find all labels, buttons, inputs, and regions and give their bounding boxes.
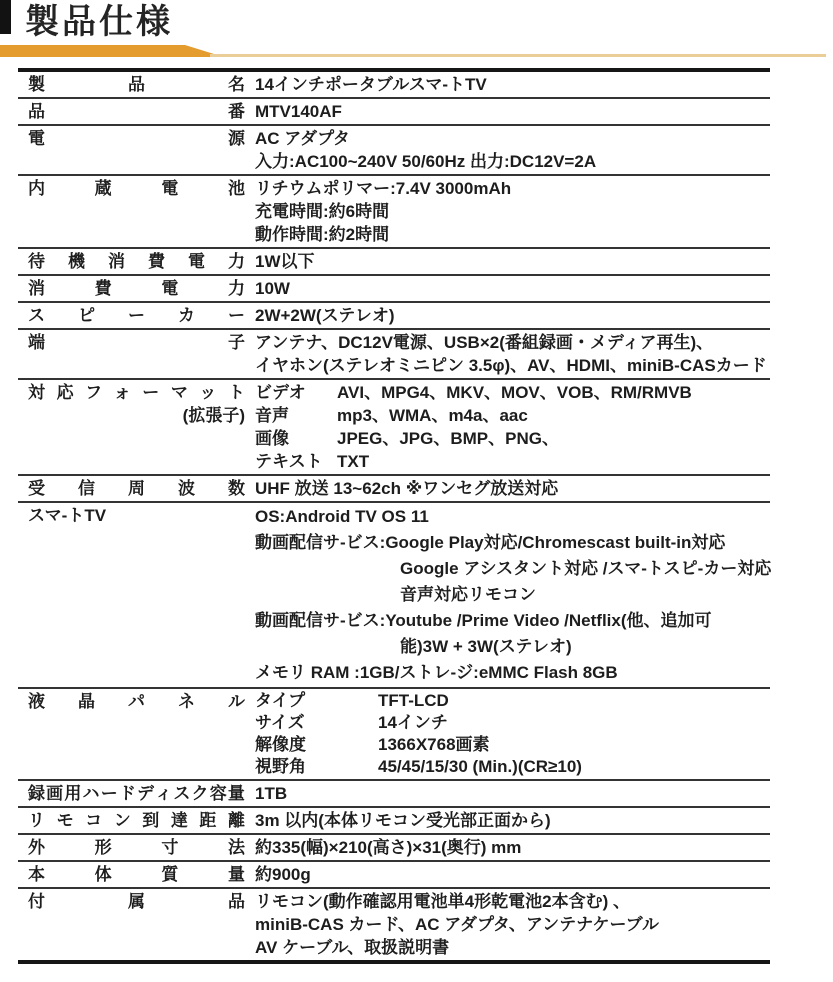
spec-value <box>255 809 770 832</box>
lcd-value: TFT-LCD <box>378 691 449 710</box>
spec-label <box>18 381 255 473</box>
lcd-value: 45/45/15/30 (Min.)(CR≥10) <box>378 757 582 776</box>
spec-label: リ モ コ ン 到 達 距 離 <box>28 811 245 830</box>
spec-value-line: 約335(幅)×210(高さ)×31(奥行) mm <box>255 838 522 857</box>
row-accessories <box>18 889 770 960</box>
spec-label: 録 画 用 ハ ー ド デ ィ ス ク 容 量 <box>28 784 245 803</box>
row-lcd-panel <box>18 689 770 781</box>
format-audio <box>255 404 770 427</box>
spec-label: 液 晶 パ ネ ル <box>28 692 245 711</box>
spec-table <box>18 68 770 964</box>
spec-value <box>255 690 770 778</box>
lcd-size <box>255 712 770 734</box>
spec-value <box>255 250 770 273</box>
spec-value <box>255 331 770 377</box>
smarttv-streaming-line: 動画配信サ-ビス:Google Play対応/Chromescast built-in対応 <box>255 533 726 552</box>
format-key: テキスト <box>255 452 323 471</box>
format-text <box>255 450 770 473</box>
smarttv-apps-line-2: 能)3W + 3W(ステレオ) <box>400 637 572 656</box>
spec-value-line: miniB-CAS カード、AC アダプタ、アンテナケーブル <box>255 915 659 934</box>
spec-value-line: リモコン(動作確認用電池単4形乾電池2本含む) 、 <box>255 892 630 911</box>
spec-label: 内 蔵 電 池 <box>28 179 245 198</box>
row-speaker <box>18 303 770 330</box>
spec-label: 品 番 <box>28 102 245 121</box>
spec-value-line: 動作時間:約2時間 <box>255 225 390 244</box>
spec-label: 外 形 寸 法 <box>28 838 245 857</box>
spec-value-line: 3m 以内(本体リモコン受光部正面から) <box>255 811 551 830</box>
format-key: 音声 <box>255 406 289 425</box>
format-value: JPEG、JPG、BMP、PNG、 <box>337 429 559 448</box>
smarttv-assistant-line: Google アシスタント対応 /スマ-トスピ-カー対応 <box>400 559 772 578</box>
row-power-consumption <box>18 276 770 303</box>
spec-label: 待 機 消 費 電 力 <box>28 252 245 271</box>
format-value: mp3、WMA、m4a、aac <box>337 406 528 425</box>
spec-label: 端 子 <box>28 333 245 352</box>
spec-label: 本 体 質 量 <box>28 865 245 884</box>
spec-label: 消 費 電 力 <box>28 279 245 298</box>
spec-value <box>255 100 770 123</box>
spec-value <box>255 381 770 473</box>
spec-value <box>255 836 770 859</box>
row-smart-tv <box>18 503 770 689</box>
spec-value <box>255 477 770 500</box>
spec-value-line: アンテナ、DC12V電源、USB×2(番組録画・メディア再生)、 <box>255 333 714 352</box>
spec-value <box>255 504 770 686</box>
spec-value-line: AC アダプタ <box>255 129 350 148</box>
lcd-viewing-angle <box>255 756 770 778</box>
orange-rule <box>0 45 833 58</box>
page-header <box>0 0 833 58</box>
spec-value <box>255 277 770 300</box>
spec-label: 製 品 名 <box>28 75 245 94</box>
row-model-number <box>18 99 770 126</box>
page-title: 製品仕様 <box>25 3 173 41</box>
format-value: TXT <box>337 452 370 471</box>
spec-value-line: 充電時間:約6時間 <box>255 202 390 221</box>
smarttv-os-line: OS:Android TV OS 11 <box>255 507 429 526</box>
spec-label-main: 対 応 フ ォ ー マ ッ ト <box>28 383 245 402</box>
spec-value-line: 約900g <box>255 865 311 884</box>
lcd-key: サイズ <box>255 713 305 732</box>
row-standby-power <box>18 249 770 276</box>
row-dimensions <box>18 835 770 862</box>
format-key: 画像 <box>255 429 289 448</box>
spec-value <box>255 890 770 959</box>
spec-label: 電 源 <box>28 129 245 148</box>
format-image <box>255 427 770 450</box>
spec-value <box>255 177 770 246</box>
spec-value-line: 10W <box>255 279 290 298</box>
spec-label: ス ピ ー カ ー <box>28 306 245 325</box>
spec-value-line: イヤホン(ステレオミニピン 3.5φ)、AV、HDMI、miniB-CASカード <box>255 356 767 375</box>
lcd-type <box>255 690 770 712</box>
lcd-value: 1366X768画素 <box>378 735 490 754</box>
row-terminals <box>18 330 770 380</box>
smarttv-voice-remote-line: 音声対応リモコン <box>400 585 536 604</box>
row-power <box>18 126 770 176</box>
spec-value-line: UHF 放送 13~62ch ※ワンセグ放送対応 <box>255 479 559 498</box>
spec-label-sub: (拡張子) <box>182 406 245 425</box>
lcd-key: 解像度 <box>255 735 306 754</box>
lcd-value: 14インチ <box>378 713 448 732</box>
spec-value-line: 1TB <box>255 784 288 803</box>
lcd-key: タイプ <box>255 691 306 710</box>
spec-value-line: 2W+2W(ステレオ) <box>255 306 395 325</box>
spec-value-line: 入力:AC100~240V 50/60Hz 出力:DC12V=2A <box>255 152 597 171</box>
spec-label: 受 信 周 波 数 <box>28 479 245 498</box>
spec-value-line: MTV140AF <box>255 102 342 121</box>
title-accent-tab <box>0 0 11 34</box>
format-value: AVI、MPG4、MKV、MOV、VOB、RM/RMVB <box>337 383 692 402</box>
spec-value-line: 1W以下 <box>255 252 315 271</box>
row-supported-formats <box>18 380 770 476</box>
row-remote-range <box>18 808 770 835</box>
smarttv-apps-line: 動画配信サ-ビス:Youtube /Prime Video /Netflix(他、追加可 <box>255 611 712 630</box>
smarttv-memory-line: メモリ RAM :1GB/ストレ-ジ:eMMC Flash 8GB <box>255 663 618 682</box>
spec-label: 付 属 品 <box>28 892 245 911</box>
row-product-name <box>18 72 770 99</box>
format-video <box>255 381 770 404</box>
spec-value <box>255 127 770 173</box>
spec-value <box>255 304 770 327</box>
spec-value <box>255 782 770 805</box>
row-battery <box>18 176 770 249</box>
format-key: ビデオ <box>255 383 306 402</box>
spec-label: スマ-トTV <box>28 506 107 525</box>
row-reception-frequency <box>18 476 770 503</box>
spec-value-line: リチウムポリマー:7.4V 3000mAh <box>255 179 512 198</box>
row-hdd-capacity <box>18 781 770 808</box>
lcd-key: 視野角 <box>255 757 306 776</box>
spec-value <box>255 863 770 886</box>
spec-value-line: 14インチポータブルスマ-トTV <box>255 75 487 94</box>
row-weight <box>18 862 770 889</box>
lcd-resolution <box>255 734 770 756</box>
spec-value-line: AV ケーブル、取扱説明書 <box>255 938 450 957</box>
spec-value <box>255 73 770 96</box>
